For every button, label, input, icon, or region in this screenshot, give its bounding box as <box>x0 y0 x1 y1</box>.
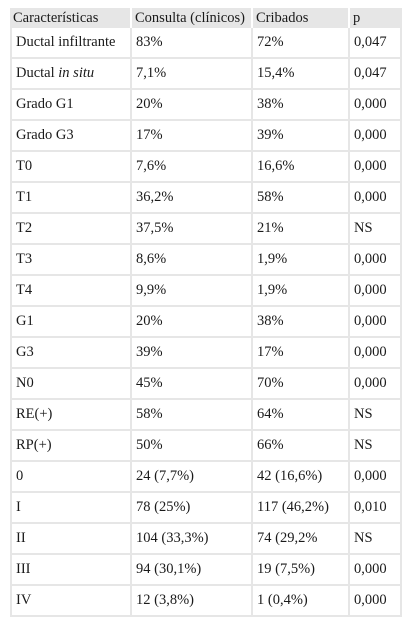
header-row <box>10 8 402 28</box>
cell-consulta: 58% <box>132 400 253 431</box>
cell-consulta: 39% <box>132 338 253 369</box>
table-row <box>10 152 402 183</box>
cell-cribados: 66% <box>253 431 350 462</box>
cell-caracteristica-text: Grado G3 <box>16 127 74 143</box>
cell-consulta: 37,5% <box>132 214 253 245</box>
table-row <box>10 59 402 90</box>
cell-cribados: 16,6% <box>253 152 350 183</box>
table-row <box>10 90 402 121</box>
header-consulta: Consulta (clínicos) <box>132 8 253 28</box>
cell-consulta: 12 (3,8%) <box>132 586 253 617</box>
cell-caracteristica-text: T4 <box>16 282 33 298</box>
cell-cribados: 1,9% <box>253 245 350 276</box>
cell-caracteristica <box>10 524 132 555</box>
table-row <box>10 28 402 59</box>
table-row <box>10 462 402 493</box>
cell-consulta: 8,6% <box>132 245 253 276</box>
cell-caracteristica <box>10 555 132 586</box>
cell-cribados: 21% <box>253 214 350 245</box>
cell-caracteristica-text: T3 <box>16 251 33 267</box>
cell-caracteristica <box>10 121 132 152</box>
table-row <box>10 493 402 524</box>
table-row <box>10 307 402 338</box>
cell-consulta: 24 (7,7%) <box>132 462 253 493</box>
cell-cribados: 70% <box>253 369 350 400</box>
cell-p: 0,000 <box>350 183 402 214</box>
cell-caracteristica-text: T1 <box>16 189 33 205</box>
cell-consulta: 50% <box>132 431 253 462</box>
table-row <box>10 524 402 555</box>
cell-cribados: 74 (29,2% <box>253 524 350 555</box>
table-row <box>10 183 402 214</box>
cell-p: NS <box>350 214 402 245</box>
header-caracteristicas: Características <box>10 8 132 28</box>
cell-caracteristica <box>10 276 132 307</box>
cell-consulta: 17% <box>132 121 253 152</box>
cell-caracteristica <box>10 400 132 431</box>
cell-caracteristica-text: II <box>16 530 26 546</box>
cell-cribados: 19 (7,5%) <box>253 555 350 586</box>
cell-p: 0,000 <box>350 90 402 121</box>
cell-caracteristica-text: 0 <box>16 468 24 484</box>
table-row <box>10 245 402 276</box>
cell-cribados: 72% <box>253 28 350 59</box>
table-row <box>10 431 402 462</box>
cell-consulta: 7,1% <box>132 59 253 90</box>
cell-caracteristica <box>10 462 132 493</box>
cell-cribados: 42 (16,6%) <box>253 462 350 493</box>
table-row <box>10 276 402 307</box>
cell-consulta: 94 (30,1%) <box>132 555 253 586</box>
cell-p: 0,000 <box>350 586 402 617</box>
cell-cribados: 58% <box>253 183 350 214</box>
cell-caracteristica-text: RP(+) <box>16 437 52 453</box>
cell-caracteristica-italic: in situ <box>58 65 95 81</box>
cell-caracteristica-text: IV <box>16 592 32 608</box>
table-row <box>10 400 402 431</box>
table-row <box>10 214 402 245</box>
cell-caracteristica <box>10 90 132 121</box>
cell-caracteristica <box>10 214 132 245</box>
cell-caracteristica-text: Ductal <box>16 65 59 81</box>
cell-p: 0,047 <box>350 59 402 90</box>
cell-p: 0,000 <box>350 338 402 369</box>
cell-p: 0,000 <box>350 276 402 307</box>
cell-caracteristica-text: I <box>16 499 21 515</box>
cell-p: 0,000 <box>350 369 402 400</box>
cell-cribados: 1,9% <box>253 276 350 307</box>
cell-cribados: 17% <box>253 338 350 369</box>
table-header <box>10 8 402 28</box>
cell-caracteristica-text: Grado G1 <box>16 96 74 112</box>
cell-caracteristica <box>10 59 132 90</box>
cell-consulta: 7,6% <box>132 152 253 183</box>
cell-caracteristica-text: G1 <box>16 313 34 329</box>
header-p: p <box>350 8 402 28</box>
cell-caracteristica <box>10 28 132 59</box>
cell-consulta: 20% <box>132 307 253 338</box>
header-cribados: Cribados <box>253 8 350 28</box>
cell-caracteristica <box>10 431 132 462</box>
cell-consulta: 45% <box>132 369 253 400</box>
cell-p: 0,010 <box>350 493 402 524</box>
cell-caracteristica-text: N0 <box>16 375 34 391</box>
cell-consulta: 20% <box>132 90 253 121</box>
cell-cribados: 64% <box>253 400 350 431</box>
cell-p: 0,047 <box>350 28 402 59</box>
cell-caracteristica-text: III <box>16 561 31 577</box>
cell-cribados: 38% <box>253 90 350 121</box>
cell-caracteristica <box>10 338 132 369</box>
table-row <box>10 369 402 400</box>
cell-caracteristica-text: T0 <box>16 158 33 174</box>
results-table <box>10 8 402 617</box>
cell-caracteristica-text: Ductal infiltrante <box>16 34 116 50</box>
cell-caracteristica <box>10 245 132 276</box>
cell-p: 0,000 <box>350 152 402 183</box>
cell-consulta: 78 (25%) <box>132 493 253 524</box>
cell-caracteristica <box>10 307 132 338</box>
cell-caracteristica-text: RE(+) <box>16 406 53 422</box>
cell-p: NS <box>350 400 402 431</box>
cell-p: NS <box>350 431 402 462</box>
cell-p: 0,000 <box>350 555 402 586</box>
cell-caracteristica <box>10 493 132 524</box>
cell-caracteristica <box>10 183 132 214</box>
cell-p: NS <box>350 524 402 555</box>
cell-cribados: 38% <box>253 307 350 338</box>
cell-caracteristica <box>10 369 132 400</box>
cell-cribados: 39% <box>253 121 350 152</box>
cell-p: 0,000 <box>350 121 402 152</box>
table-row <box>10 586 402 617</box>
table-row <box>10 338 402 369</box>
cell-caracteristica <box>10 152 132 183</box>
cell-cribados: 15,4% <box>253 59 350 90</box>
cell-cribados: 117 (46,2%) <box>253 493 350 524</box>
table-row <box>10 555 402 586</box>
cell-consulta: 83% <box>132 28 253 59</box>
cell-caracteristica-text: T2 <box>16 220 33 236</box>
cell-caracteristica-text: G3 <box>16 344 34 360</box>
table-row <box>10 121 402 152</box>
cell-p: 0,000 <box>350 307 402 338</box>
cell-consulta: 36,2% <box>132 183 253 214</box>
cell-consulta: 104 (33,3%) <box>132 524 253 555</box>
cell-consulta: 9,9% <box>132 276 253 307</box>
cell-p: 0,000 <box>350 462 402 493</box>
table-body <box>10 28 402 617</box>
cell-caracteristica <box>10 586 132 617</box>
cell-p: 0,000 <box>350 245 402 276</box>
cell-cribados: 1 (0,4%) <box>253 586 350 617</box>
